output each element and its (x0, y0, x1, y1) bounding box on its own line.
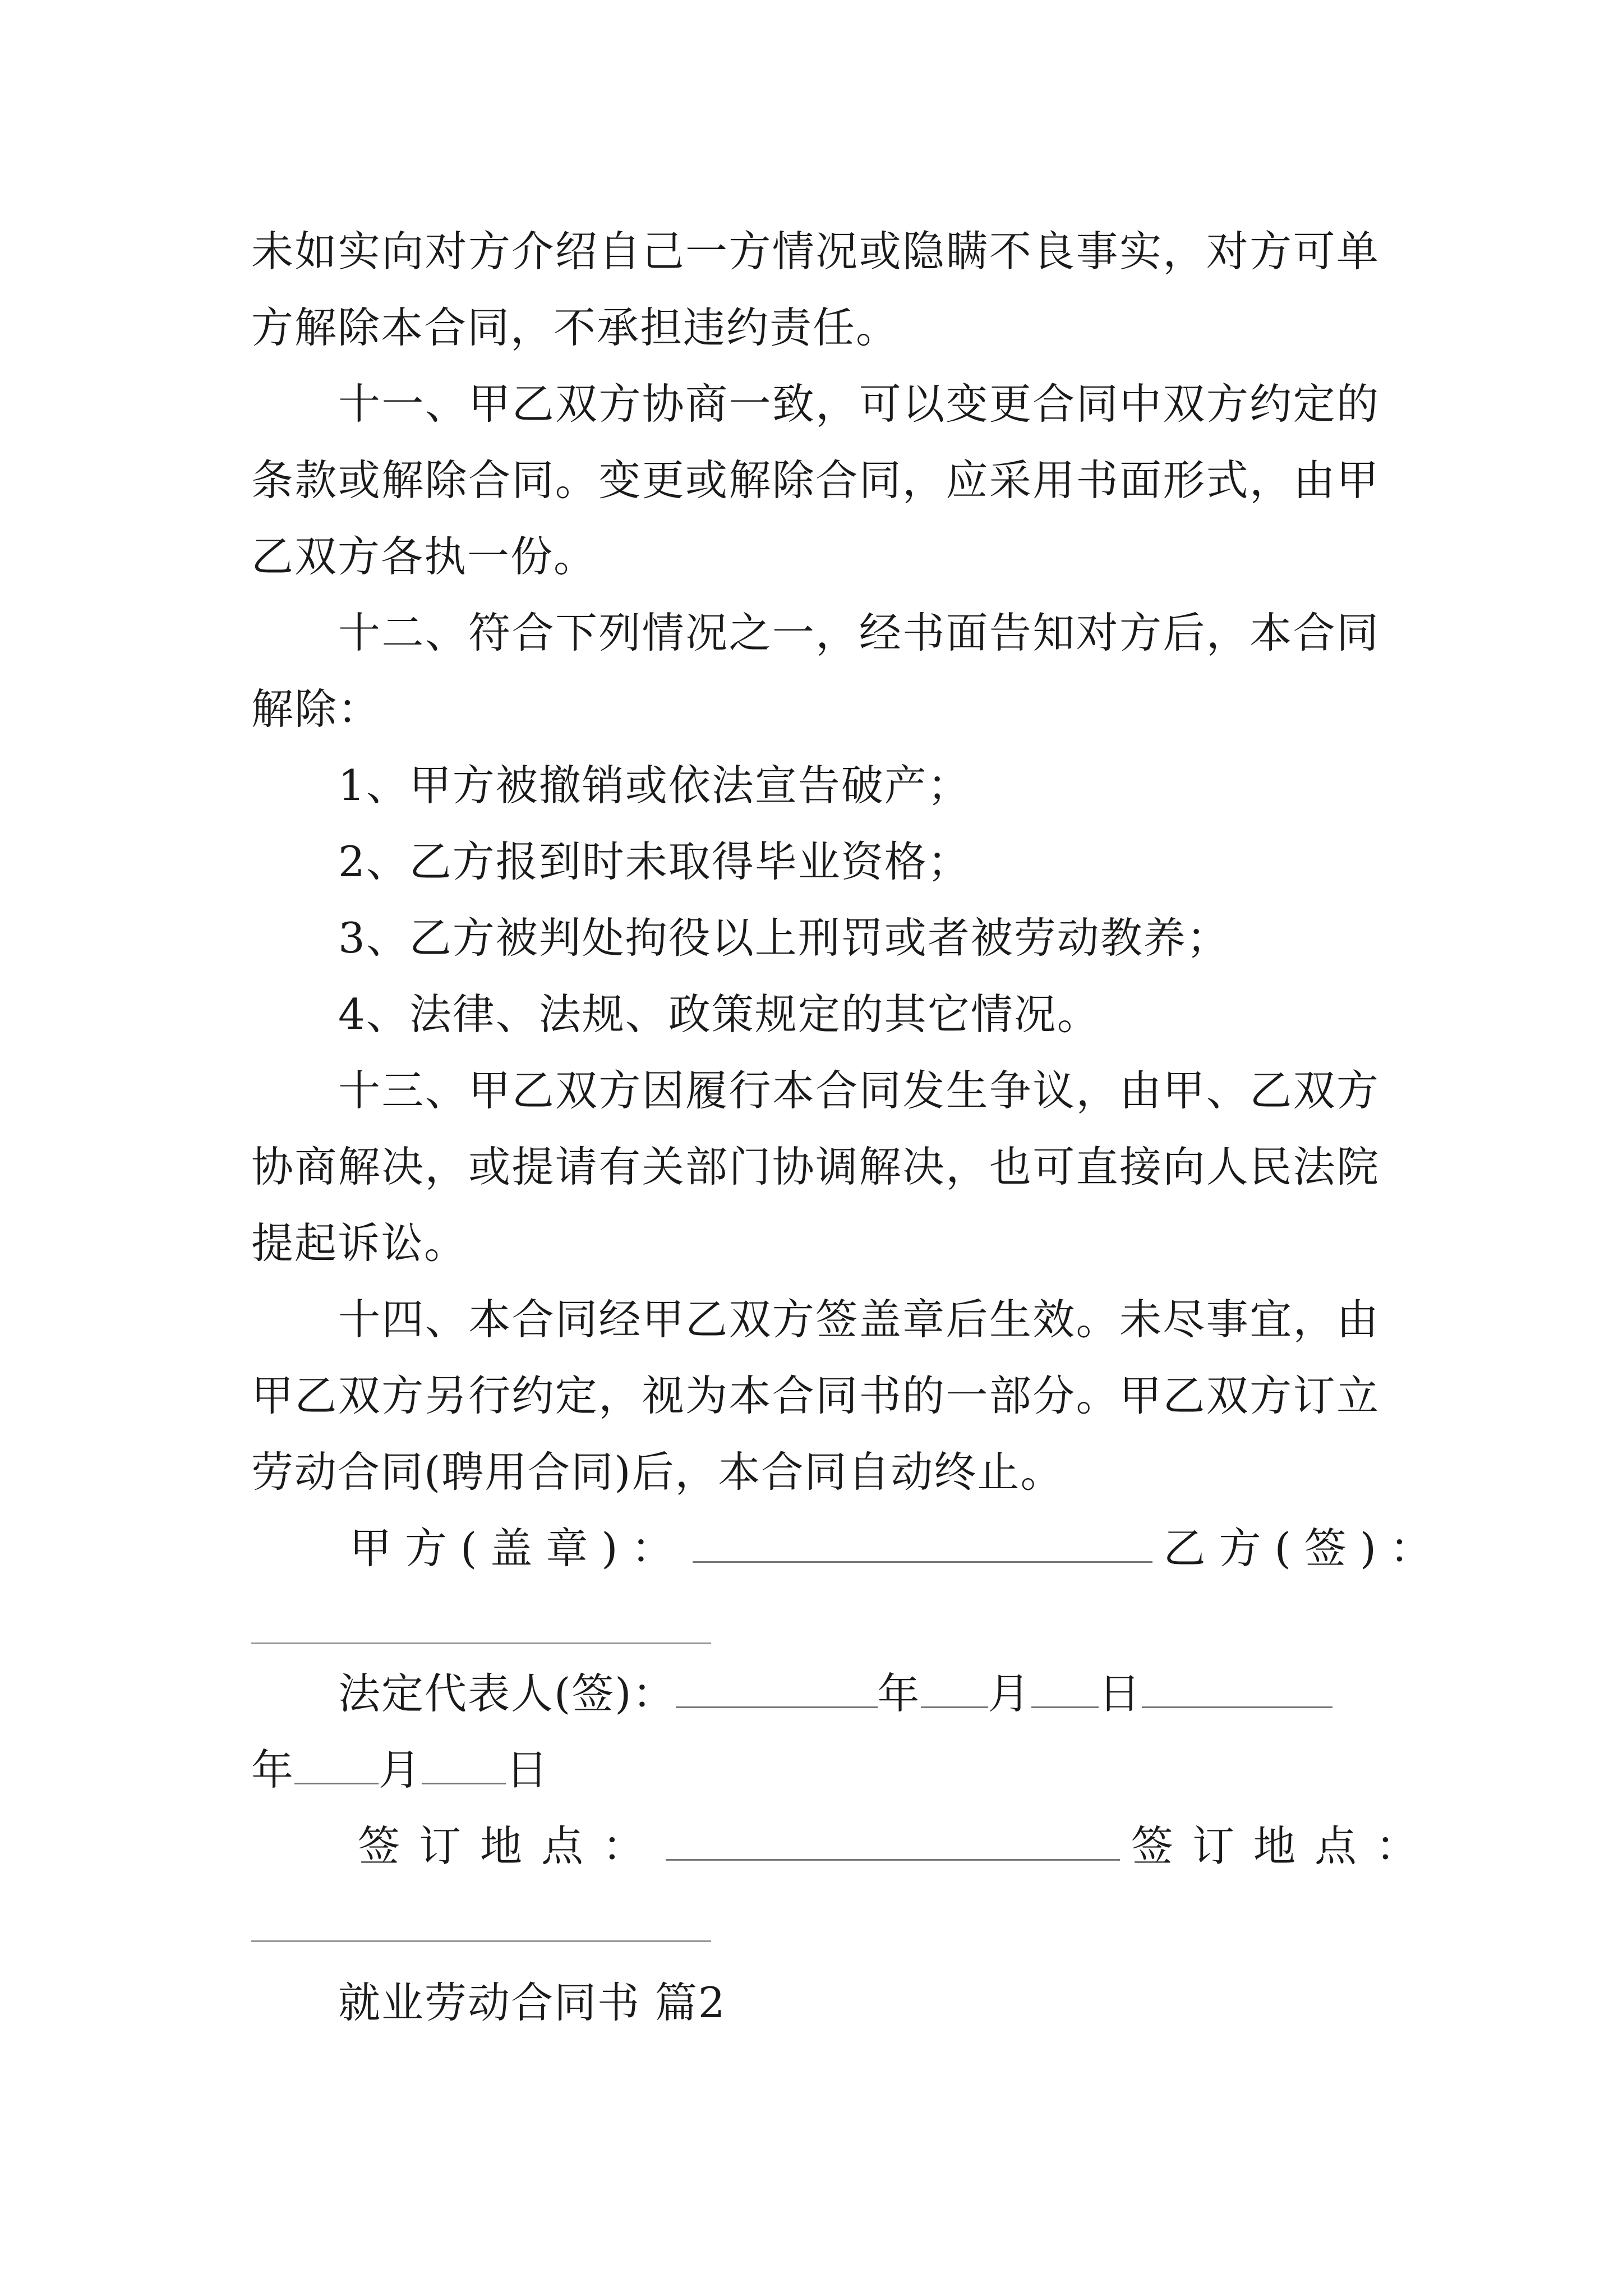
clause-14: 十四、本合同经甲乙双方签盖章后生效。未尽事宜，由甲乙双方另行约定，视为本合同书的一部分。甲乙双方订立劳动合同(聘用合同)后，本合同自动终止。 (251, 1295, 1380, 1497)
day-blank-a (1031, 1673, 1099, 1708)
signature-parties-row (251, 1510, 1446, 1586)
clause-12-item-1: 1、甲方被撤销或依法宣告破产； (338, 761, 971, 810)
document-page (251, 213, 1446, 2041)
date-month-a: 月 (988, 1669, 1031, 1718)
clause-13: 十三、甲乙双方因履行本合同发生争议，由甲、乙双方协商解决，或提请有关部门协调解决，也可直接向人民法院提起诉讼。 (251, 1066, 1380, 1268)
clause-12-item-4: 4、法律、法规、政策规定的其它情况。 (338, 990, 1100, 1039)
clause-12-item-3: 3、乙方被判处拘役以上刑罚或者被劳动教养； (338, 913, 1230, 963)
date-year-b: 年 (251, 1745, 295, 1795)
next-section-heading: 就业劳动合同书 篇2 (338, 1978, 726, 2027)
day-blank-b (422, 1749, 506, 1784)
legal-rep-row (251, 1655, 1380, 1732)
clause-11: 十一、甲乙双方协商一致，可以变更合同中双方约定的条款或解除合同。变更或解除合同，应采用书面形式，由甲乙双方各执一份。 (251, 379, 1380, 581)
date-day-b: 日 (506, 1745, 550, 1795)
date-day-a: 日 (1098, 1669, 1142, 1718)
signing-place-row (251, 1808, 1437, 1884)
paragraph-continuation: 未如实向对方介绍自己一方情况或隐瞒不良事实，对方可单方解除本合同，不承担违约责任。 (251, 227, 1380, 352)
party-b-label: 乙方(签)： (1163, 1524, 1446, 1573)
party-a-blank (693, 1527, 1152, 1563)
date-year-a: 年 (877, 1669, 921, 1718)
date-month-b: 月 (379, 1745, 422, 1795)
legal-rep-label: 法定代表人(签)： (338, 1669, 676, 1718)
clause-12: 十二、符合下列情况之一，经书面告知对方后，本合同解除： (251, 608, 1380, 734)
place-a-label: 签订地点： (358, 1821, 664, 1871)
date-row-b (251, 1732, 1380, 1808)
party-a-label: 甲方(盖章)： (349, 1524, 687, 1573)
place-a-blank (666, 1825, 1120, 1861)
place-b-label: 签订地点： (1131, 1821, 1437, 1871)
clause-12-item-2: 2、乙方报到时未取得毕业资格； (338, 837, 971, 886)
month-blank-b (294, 1749, 379, 1784)
year-blank-b (1142, 1673, 1332, 1708)
legal-rep-blank (676, 1673, 878, 1708)
month-blank-a (921, 1673, 988, 1708)
